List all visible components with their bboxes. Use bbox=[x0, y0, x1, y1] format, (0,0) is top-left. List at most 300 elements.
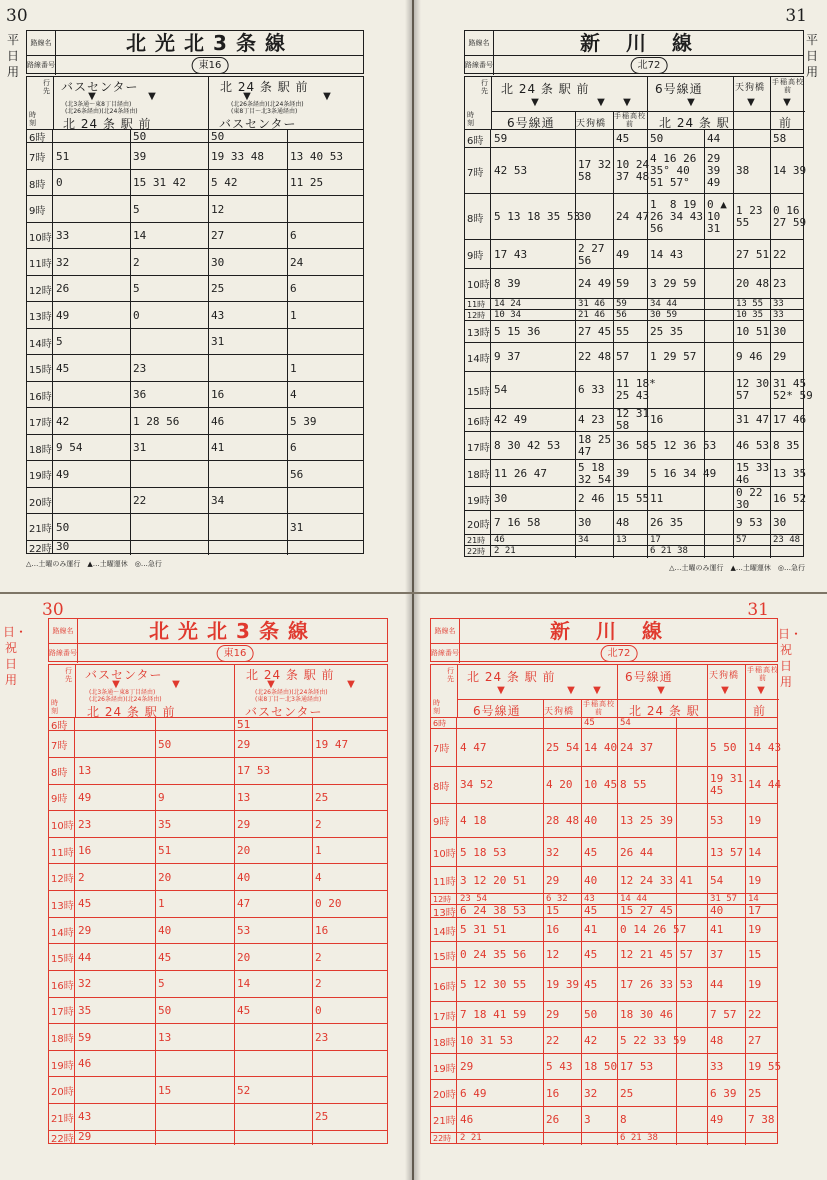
arrow-down-icon: ▼ bbox=[687, 97, 695, 108]
departure-times: 8 bbox=[620, 1112, 627, 1126]
departure-times: 27 bbox=[211, 229, 225, 242]
departure-times: 45 bbox=[616, 132, 630, 146]
departure-times: 45 bbox=[56, 361, 70, 375]
table-row bbox=[431, 728, 782, 766]
departure-times: 43 bbox=[211, 308, 225, 322]
departure-times: 31 bbox=[211, 335, 225, 348]
table-row bbox=[465, 342, 803, 372]
route-label: 路線番号 bbox=[27, 55, 56, 75]
table-row bbox=[27, 513, 363, 541]
hour-label: 11時 bbox=[27, 249, 53, 276]
sub-destination: 手稲高校前 bbox=[614, 112, 646, 128]
departure-times: 25 35 bbox=[650, 324, 684, 338]
departure-times: 12 31 58 bbox=[616, 407, 650, 433]
route-number-badge: 東16 bbox=[217, 645, 254, 662]
hour-label: 12時 bbox=[27, 276, 53, 303]
departure-times bbox=[155, 1104, 237, 1131]
departure-times: 1 bbox=[158, 897, 165, 911]
schedule-type-label: 平日用 bbox=[6, 33, 19, 79]
departure-times: 1 bbox=[315, 844, 322, 858]
departure-times bbox=[581, 1133, 620, 1144]
destination-6go-sen-dori: 6号線通 bbox=[655, 82, 703, 96]
departure-times: 4 16 26 35° 40 51 57° bbox=[650, 152, 697, 190]
departure-times: 33 bbox=[56, 229, 70, 242]
direction-header bbox=[431, 665, 777, 718]
departure-times: 4 18 bbox=[460, 813, 487, 827]
departure-times bbox=[312, 718, 392, 731]
departure-times: 14 43 bbox=[748, 740, 782, 754]
departure-times: 23 48 bbox=[773, 534, 801, 545]
hour-label: 22時 bbox=[465, 546, 491, 557]
hour-label: 10時 bbox=[49, 811, 75, 838]
departure-times: 31 57 bbox=[710, 893, 738, 904]
departure-times: 1 8 19 26 34 43 56 bbox=[650, 198, 703, 236]
arrow-down-icon: ▼ bbox=[593, 685, 601, 696]
departure-times: 44 bbox=[710, 978, 724, 992]
corner-hour-label: 時刻 bbox=[433, 699, 440, 715]
timetable bbox=[464, 76, 813, 557]
departure-times: 4 23 bbox=[578, 413, 605, 427]
hour-label: 15時 bbox=[465, 372, 491, 409]
departure-times: 20 bbox=[158, 870, 172, 884]
sub-destination: 6号線通 bbox=[507, 116, 555, 130]
departure-times: 13 55 bbox=[736, 298, 764, 309]
arrow-down-icon: ▼ bbox=[721, 685, 729, 696]
departure-times bbox=[75, 718, 158, 731]
table-row bbox=[465, 407, 807, 433]
destination-tenguhashi: 天狗橋 bbox=[709, 671, 740, 681]
departure-times: 39 bbox=[616, 466, 630, 480]
departure-times: 5 18 53 bbox=[460, 845, 507, 859]
departure-times bbox=[53, 130, 133, 143]
direction-bus-center: バスセンター bbox=[61, 80, 139, 94]
route-note: (北26条経由)(北24条経由) bbox=[89, 696, 162, 703]
departure-times: 14 bbox=[748, 845, 762, 859]
departure-times: 35 bbox=[78, 1003, 92, 1017]
hour-label: 9時 bbox=[49, 785, 75, 812]
corner-hour-label: 時刻 bbox=[467, 111, 474, 127]
hour-label: 6時 bbox=[465, 130, 491, 148]
departure-times bbox=[312, 1077, 392, 1104]
table-row bbox=[27, 301, 363, 329]
departure-times: 42 53 bbox=[494, 164, 528, 178]
hour-label: 6時 bbox=[49, 718, 75, 731]
hour-label: 15時 bbox=[49, 944, 75, 971]
departure-times: 17 bbox=[748, 904, 762, 918]
table-row bbox=[27, 142, 363, 170]
hour-label: 20時 bbox=[27, 488, 53, 515]
table-row bbox=[465, 268, 803, 298]
hour-label: 9時 bbox=[465, 240, 491, 269]
departure-times: 31 bbox=[290, 520, 304, 534]
arrow-down-icon: ▼ bbox=[567, 685, 575, 696]
departure-times: 21 46 bbox=[578, 309, 606, 320]
departure-times: 54 bbox=[494, 383, 508, 397]
departure-times bbox=[130, 461, 211, 488]
departure-times: 19 31 45 bbox=[710, 772, 744, 798]
departure-times: 32 bbox=[546, 845, 560, 859]
departure-times: 17 bbox=[650, 534, 661, 545]
departure-times: 14 43 bbox=[650, 247, 684, 261]
departure-times: 39 bbox=[133, 149, 147, 163]
departure-times: 23 bbox=[78, 817, 92, 831]
table-row bbox=[465, 239, 803, 269]
departure-times: 0 bbox=[56, 176, 63, 189]
departure-times: 29 39 49 bbox=[707, 152, 721, 190]
hour-label: 16時 bbox=[27, 382, 53, 409]
departure-times: 42 bbox=[584, 1034, 598, 1048]
table-row bbox=[49, 890, 387, 918]
departure-times: 50 bbox=[133, 129, 147, 143]
route-label: 路線番号 bbox=[465, 55, 494, 75]
departure-times bbox=[676, 1107, 710, 1133]
hour-label: 10時 bbox=[27, 223, 53, 250]
departure-times: 46 53 bbox=[736, 439, 770, 453]
line-name: 北光北3条線 bbox=[126, 31, 294, 55]
departure-times bbox=[312, 1131, 392, 1144]
table-row bbox=[431, 803, 777, 838]
hour-label: 18時 bbox=[465, 460, 491, 487]
departure-times: 16 52 bbox=[773, 492, 807, 506]
hour-label: 21時 bbox=[49, 1104, 75, 1131]
departure-times: 6 bbox=[290, 282, 297, 295]
departure-times: 6 24 38 53 bbox=[460, 904, 527, 918]
departure-times: 31 47 bbox=[736, 413, 770, 427]
departure-times: 6 33 bbox=[578, 383, 605, 397]
departure-times: 25 54 bbox=[546, 740, 580, 754]
departure-times bbox=[613, 546, 650, 557]
departure-times: 41 bbox=[710, 923, 724, 937]
departure-times: 52 bbox=[237, 1083, 251, 1097]
timetable bbox=[430, 664, 782, 1144]
hour-label: 8時 bbox=[49, 758, 75, 785]
departure-times: 7 38 bbox=[748, 1112, 775, 1126]
departure-times: 22 bbox=[546, 1034, 560, 1048]
direction-kita24-station: 北 24 条 駅 前 bbox=[220, 80, 309, 94]
departure-times bbox=[287, 130, 368, 143]
table-row bbox=[431, 941, 777, 968]
departure-times: 51 bbox=[56, 149, 70, 163]
departure-times: 49 bbox=[616, 247, 630, 261]
departure-times: 6 21 38 bbox=[620, 1132, 658, 1143]
departure-times: 19 bbox=[748, 813, 762, 827]
departure-times bbox=[770, 546, 808, 557]
departure-times: 8 35 bbox=[773, 439, 800, 453]
departure-times bbox=[287, 329, 368, 356]
departure-times bbox=[676, 804, 710, 838]
departure-times: 45 bbox=[237, 1003, 251, 1017]
departure-times: 53 bbox=[237, 924, 251, 937]
sub-destination: バスセンター bbox=[245, 705, 323, 719]
hour-label: 10時 bbox=[431, 838, 457, 868]
departure-times: 25 bbox=[620, 1086, 634, 1100]
departure-times bbox=[543, 1133, 584, 1144]
departure-times: 19 47 bbox=[315, 737, 349, 751]
timetable bbox=[26, 76, 364, 554]
departure-times bbox=[53, 196, 133, 223]
departure-times: 11 26 47 bbox=[494, 466, 547, 480]
hour-label: 6時 bbox=[27, 130, 53, 143]
departure-times: 26 35 bbox=[650, 516, 684, 530]
departure-times: 41 bbox=[211, 441, 225, 454]
departure-times: 8 30 42 53 bbox=[494, 439, 561, 453]
departure-times: 57 bbox=[736, 534, 747, 545]
table-row bbox=[49, 863, 387, 891]
departure-times: 14 bbox=[237, 977, 251, 991]
line-label: 路線名 bbox=[49, 619, 78, 643]
departure-times: 7 18 41 59 bbox=[460, 1008, 527, 1022]
departure-times: 25 bbox=[211, 282, 225, 295]
hour-label: 20時 bbox=[431, 1080, 457, 1106]
departure-times: 23 54 bbox=[460, 893, 488, 904]
departure-times bbox=[704, 343, 736, 372]
hour-label: 16時 bbox=[465, 409, 491, 433]
departure-times: 24 49 bbox=[578, 276, 612, 290]
departure-times: 14 39 bbox=[773, 164, 807, 178]
departure-times: 54 bbox=[710, 873, 724, 887]
departure-times: 43 bbox=[584, 893, 595, 904]
departure-times bbox=[155, 1051, 237, 1078]
departure-times: 0 bbox=[133, 308, 140, 322]
schedule-type-label: 日・祝日用 bbox=[778, 627, 803, 689]
arrow-down-icon: ▼ bbox=[757, 685, 765, 696]
departure-times: 46 bbox=[211, 414, 225, 428]
hour-label: 11時 bbox=[465, 299, 491, 310]
departure-times: 20 bbox=[237, 844, 251, 858]
table-row bbox=[49, 1076, 387, 1104]
table-row bbox=[49, 1023, 387, 1051]
departure-times: 0 20 bbox=[315, 897, 342, 911]
table-row bbox=[465, 431, 803, 459]
departure-times: 8 55 bbox=[620, 778, 647, 792]
departure-times: 18 50 bbox=[584, 1060, 618, 1074]
departure-times: 30 bbox=[56, 540, 70, 554]
departure-times bbox=[287, 488, 368, 515]
line-label: 路線名 bbox=[465, 31, 494, 55]
hour-label: 7時 bbox=[49, 731, 75, 758]
departure-times: 22 48 bbox=[578, 350, 612, 364]
departure-times: 1 bbox=[290, 361, 297, 375]
table-row bbox=[431, 1106, 777, 1133]
departure-times bbox=[312, 758, 392, 785]
page-number: 30 bbox=[42, 600, 64, 620]
arrow-down-icon: ▼ bbox=[148, 91, 156, 102]
hour-label: 17時 bbox=[465, 432, 491, 459]
arrow-down-icon: ▼ bbox=[243, 91, 251, 102]
table-row bbox=[431, 1079, 777, 1106]
departure-times bbox=[704, 409, 736, 433]
departure-times: 16 bbox=[315, 924, 329, 937]
departure-times: 40 bbox=[237, 870, 251, 884]
hour-label: 9時 bbox=[431, 804, 457, 838]
departure-times bbox=[575, 130, 616, 148]
hour-label: 8時 bbox=[27, 170, 53, 197]
page-weekday-31 bbox=[414, 0, 827, 592]
table-row bbox=[49, 943, 387, 971]
corner-hour-label: 時刻 bbox=[29, 111, 36, 127]
departure-times: 16 bbox=[546, 1086, 560, 1100]
route-note: (北26条経由)(北24条経由) bbox=[255, 689, 328, 696]
departure-times: 17 46 bbox=[773, 413, 807, 427]
table-row bbox=[49, 1130, 387, 1144]
table-row bbox=[27, 487, 363, 515]
departure-times: 16 bbox=[650, 413, 664, 427]
table-row bbox=[27, 460, 363, 488]
departure-times: 48 bbox=[710, 1034, 724, 1048]
departure-times: 15 31 42 bbox=[133, 176, 186, 189]
sub-destination: 前 bbox=[779, 116, 793, 130]
departure-times: 30 59 bbox=[650, 309, 678, 320]
departure-times: 14 24 bbox=[494, 298, 522, 309]
departure-times bbox=[287, 196, 368, 223]
departure-times: 50 bbox=[211, 129, 225, 143]
table-row bbox=[465, 129, 803, 148]
departure-times: 26 44 bbox=[620, 845, 654, 859]
sub-destination: 北 24 条 駅 bbox=[629, 704, 700, 718]
departure-times: 3 bbox=[584, 1112, 591, 1126]
departure-times: 46 bbox=[78, 1057, 92, 1071]
departure-times: 6 bbox=[290, 441, 297, 454]
departure-times: 46 bbox=[494, 534, 505, 545]
departure-times: 32 bbox=[78, 977, 92, 991]
line-header bbox=[48, 618, 388, 662]
table-row bbox=[465, 459, 807, 487]
departure-times: 11 25 bbox=[290, 176, 324, 189]
departure-times: 59 bbox=[616, 298, 627, 309]
departure-times: 1 bbox=[290, 308, 297, 322]
departure-times: 6 21 38 bbox=[650, 545, 688, 556]
departure-times: 23 bbox=[315, 1030, 329, 1044]
route-note: (北26条経由)(北24条経由) bbox=[65, 108, 138, 115]
table-row bbox=[431, 1132, 777, 1144]
departure-times: 12 24 33 41 bbox=[620, 873, 693, 887]
departure-times: 20 bbox=[237, 950, 251, 964]
page-divider bbox=[0, 592, 827, 594]
departure-times bbox=[75, 731, 158, 758]
departure-times: 45 bbox=[584, 845, 598, 859]
departure-times: 5 bbox=[133, 282, 140, 295]
route-number-badge: 東16 bbox=[192, 57, 229, 74]
schedule-type-label: 日・祝日用 bbox=[3, 625, 28, 687]
departure-times: 8 39 bbox=[494, 276, 521, 290]
departure-times: 59 bbox=[494, 132, 508, 146]
departure-times: 9 46 bbox=[736, 350, 763, 364]
departure-times: 22 bbox=[133, 494, 147, 507]
departure-times: 5 12 30 55 bbox=[460, 978, 527, 992]
table-row bbox=[431, 837, 777, 868]
departure-times: 2 bbox=[315, 950, 322, 964]
departure-times: 15 bbox=[546, 904, 560, 918]
arrow-down-icon: ▼ bbox=[497, 685, 505, 696]
departure-times: 13 bbox=[78, 764, 92, 778]
direction-header bbox=[49, 665, 387, 718]
hour-label: 22時 bbox=[27, 541, 53, 554]
table-row bbox=[49, 757, 387, 785]
table-row bbox=[27, 434, 363, 462]
departure-times: 7 57 bbox=[710, 1008, 737, 1022]
departure-times: 17 32 58 bbox=[578, 158, 612, 184]
departure-times: 2 bbox=[315, 817, 322, 831]
departure-times: 17 53 bbox=[237, 764, 271, 778]
page-number: 31 bbox=[747, 600, 769, 620]
departure-times bbox=[676, 968, 710, 1002]
departure-times: 15 bbox=[158, 1083, 172, 1097]
departure-times: 0 16 27 59 bbox=[773, 204, 807, 230]
departure-times: 19 bbox=[748, 923, 762, 937]
departure-times: 10 51 bbox=[736, 324, 770, 338]
departure-times bbox=[704, 240, 736, 269]
departure-times: 19 bbox=[748, 873, 762, 887]
sub-destination: 北 24 条 駅 bbox=[659, 116, 730, 130]
departure-times: 31 46 bbox=[578, 298, 606, 309]
departure-times: 5 50 bbox=[710, 740, 737, 754]
table-row bbox=[431, 1053, 782, 1080]
table-row bbox=[431, 904, 777, 918]
departure-times: 5 15 36 bbox=[494, 324, 541, 338]
departure-times: 15 55 bbox=[616, 492, 650, 506]
departure-times: 49 bbox=[56, 308, 70, 322]
line-name: 新川線 bbox=[550, 619, 688, 643]
hour-label: 13時 bbox=[49, 891, 75, 918]
departure-times bbox=[234, 1051, 315, 1078]
timetable bbox=[48, 664, 388, 1144]
line-label: 路線名 bbox=[27, 31, 56, 55]
hour-label: 17時 bbox=[49, 998, 75, 1025]
departure-times: 47 bbox=[237, 897, 251, 911]
departure-times: 2 27 56 bbox=[578, 241, 605, 267]
departure-times: 24 bbox=[290, 255, 304, 269]
hour-label: 21時 bbox=[431, 1107, 457, 1133]
departure-times: 45 bbox=[584, 718, 595, 729]
departure-times: 56 bbox=[616, 309, 627, 320]
departure-times: 29 bbox=[546, 873, 560, 887]
route-note: (東8丁目～北3条通経由) bbox=[231, 108, 298, 115]
departure-times bbox=[733, 130, 773, 148]
departure-times: 55 bbox=[616, 324, 630, 338]
departure-times: 14 44 bbox=[620, 893, 648, 904]
legend: △…土曜のみ運行 ▲…土曜運休 ◎…急行 bbox=[26, 560, 162, 568]
departure-times: 57 bbox=[616, 350, 630, 364]
departure-times bbox=[130, 541, 211, 554]
table-row bbox=[49, 997, 387, 1025]
departure-times: 19 39 bbox=[546, 978, 580, 992]
route-note: (東8丁目～北3条通経由) bbox=[255, 696, 322, 703]
departure-times: 5 bbox=[56, 335, 63, 348]
sub-destination: 北 24 条 駅 前 bbox=[87, 705, 176, 719]
departure-times: 30 bbox=[578, 210, 592, 224]
departure-times: 29 bbox=[237, 737, 251, 751]
arrow-down-icon: ▼ bbox=[323, 91, 331, 102]
table-row bbox=[431, 866, 777, 893]
sub-destination: 前 bbox=[753, 704, 767, 718]
departure-times: 13 57 bbox=[710, 845, 744, 859]
departure-times: 44 bbox=[78, 950, 92, 964]
departure-times bbox=[208, 514, 290, 541]
departure-times bbox=[676, 729, 710, 766]
departure-times: 13 bbox=[237, 790, 251, 804]
hour-label: 7時 bbox=[431, 729, 457, 766]
departure-times: 13 40 53 bbox=[290, 149, 343, 163]
corner-destination-label: 行先 bbox=[481, 79, 488, 95]
departure-times: 10 31 53 bbox=[460, 1034, 513, 1048]
arrow-down-icon: ▼ bbox=[623, 97, 631, 108]
table-row bbox=[27, 381, 363, 409]
departure-times bbox=[130, 329, 211, 356]
route-label: 路線番号 bbox=[431, 643, 460, 663]
departure-times: 59 bbox=[78, 1030, 92, 1044]
departure-times: 26 bbox=[546, 1112, 560, 1126]
table-row bbox=[465, 510, 803, 535]
